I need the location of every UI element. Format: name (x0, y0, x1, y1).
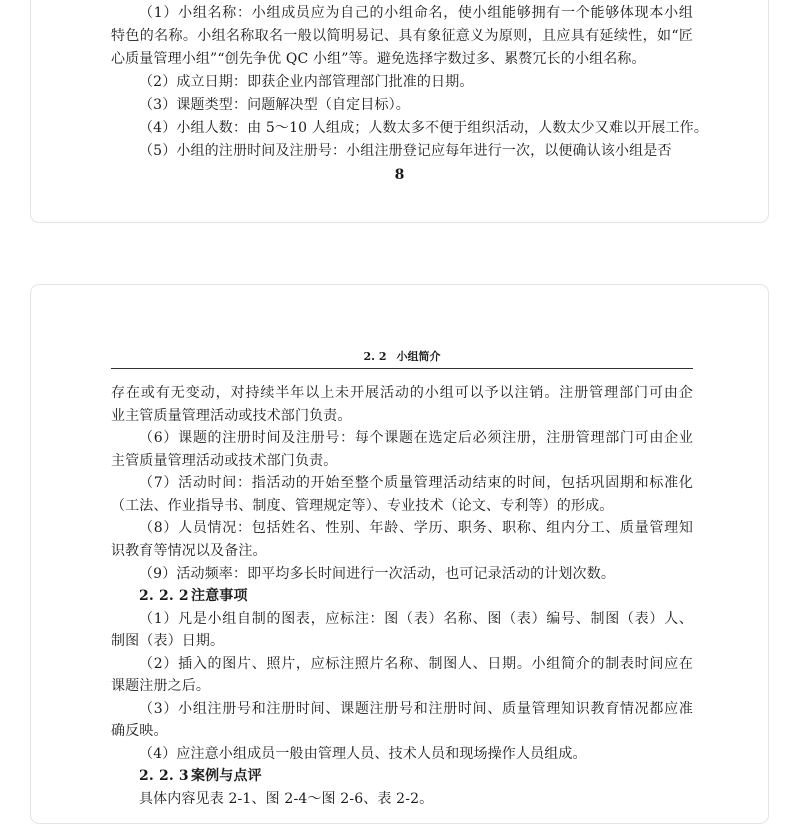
document-page-bottom (30, 284, 769, 824)
paragraph-line: （7）活动时间：指活动的开始至整个质量管理活动结束的时间，包括巩固期和标准化 (139, 475, 693, 491)
paragraph-line: 存在或有无变动，对持续半年以上未开展活动的小组可以予以注销。注册管理部门可由企 (111, 385, 693, 401)
paragraph-line: （2）成立日期：即获企业内部管理部门批准的日期。 (139, 74, 474, 90)
section-number: 2. 2 (363, 350, 387, 363)
paragraph-line: （1）小组名称：小组成员应为自己的小组命名，使小组能够拥有一个能够体现本小组 (139, 5, 693, 21)
paragraph-line: （1）凡是小组自制的图表，应标注：图（表）名称、图（表）编号、制图（表）人、 (139, 611, 693, 627)
paragraph-line: （3）课题类型：问题解决型（自定目标）。 (139, 97, 410, 113)
paragraph-line: 具体内容见表 2-1、图 2-4～图 2-6、表 2-2。 (139, 791, 434, 807)
paragraph-line: （5）小组的注册时间及注册号：小组注册登记应每年进行一次，以便确认该小组是否 (139, 143, 672, 159)
paragraph-line: （9）活动频率：即平均多长时间进行一次活动，也可记录活动的计划次数。 (139, 566, 616, 582)
subsection-number: 2. 2. 3 (139, 768, 189, 784)
subsection-number: 2. 2. 2 (139, 588, 189, 604)
paragraph-line: （6）课题的注册时间及注册号：每个课题在选定后必须注册，注册管理部门可由企业 (139, 430, 693, 446)
paragraph-line: （4）小组人数：由 5～10 人组成；人数太多不便于组织活动，人数太少又难以开展工作。 (139, 120, 708, 136)
page-number: 8 (394, 167, 405, 183)
paragraph-line: 识教育等情况以及备注。 (111, 543, 267, 559)
section-title: 小组简介 (396, 350, 441, 363)
paragraph-line: （2）插入的图片、照片，应标注照片名称、制图人、日期。小组简介的制表时间应在 (139, 656, 693, 672)
paragraph-line: （3）小组注册号和注册时间、课题注册号和注册时间、质量管理知识教育情况都应准 (139, 701, 693, 717)
paragraph-line: 主管质量管理活动或技术部门负责。 (111, 453, 338, 469)
paragraph-line: 课题注册之后。 (111, 678, 211, 694)
paragraph-line: 确反映。 (111, 723, 168, 739)
header-rule (111, 368, 693, 369)
document-page-top (30, 0, 769, 223)
paragraph-line: （8）人员情况：包括姓名、性别、年龄、学历、职务、职称、组内分工、质量管理知 (139, 520, 693, 536)
paragraph-line: （工法、作业指导书、制度、管理规定等）、专业技术（论文、专利等）的形成。 (111, 498, 614, 514)
running-header (111, 348, 693, 364)
subsection-title: 注意事项 (191, 588, 248, 604)
paragraph-line: 心质量管理小组”“创先争优 QC 小组”等。避免选择字数过多、累赘冗长的小组名称。 (111, 51, 646, 67)
paragraph-line: 制图（表）日期。 (111, 633, 225, 649)
subsection-heading (111, 585, 693, 607)
paragraph-line: 业主管质量管理活动或技术部门负责。 (111, 408, 352, 424)
subsection-title: 案例与点评 (191, 768, 262, 784)
paragraph-line: （4）应注意小组成员一般由管理人员、技术人员和现场操作人员组成。 (139, 746, 587, 762)
subsection-heading (111, 765, 693, 787)
paragraph-line: 特色的名称。小组名称取名一般以简明易记、具有象征意义为原则，且应具有延续性，如“匠 (111, 28, 693, 44)
